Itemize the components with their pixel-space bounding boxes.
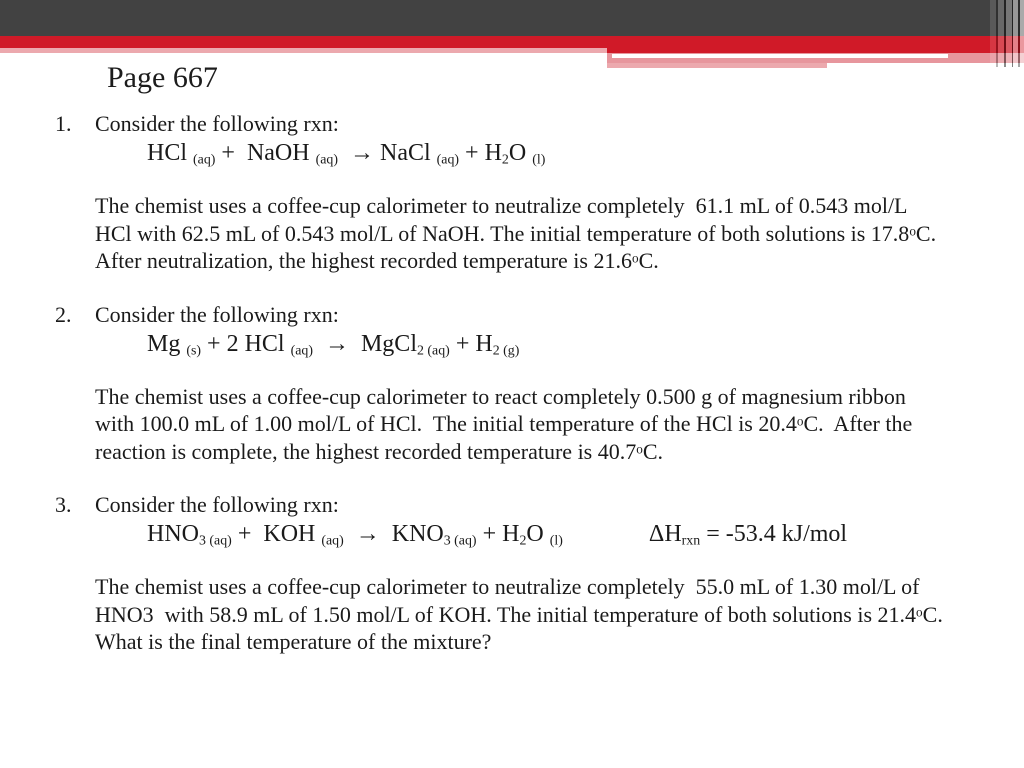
problem-item xyxy=(0,491,1024,656)
chemical-equation xyxy=(147,329,954,359)
subscript-text: 2 (g) xyxy=(492,342,520,358)
equation-text xyxy=(147,140,545,166)
header-dark-band xyxy=(0,0,1024,36)
subscript-text: (aq) xyxy=(315,152,338,168)
header-red-band xyxy=(0,36,1024,48)
item-heading: Consider the following rxn: xyxy=(95,492,339,517)
item-paragraph xyxy=(95,573,954,656)
superscript-text: o xyxy=(631,250,639,266)
text-segment: ΔH xyxy=(648,521,682,547)
subscript-text: (aq) xyxy=(436,152,460,168)
text-segment: → KNO xyxy=(343,521,444,547)
item-content xyxy=(95,301,954,466)
header-pink-strip-left xyxy=(0,48,607,53)
subscript-text: 3 (aq) xyxy=(443,533,477,549)
enthalpy-annotation xyxy=(649,521,847,547)
text-segment: Mg xyxy=(147,330,187,357)
text-segment: HNO xyxy=(147,521,199,547)
equation-text xyxy=(147,521,563,547)
item-number: 2. xyxy=(55,301,72,327)
text-segment: The chemist uses a coffee-cup calorimeter to neutralize completely 61.1 mL of 0.543 mol/L HCl with 62.5 mL of 0.543 mol/L of NaOH. The initial temperature of both solutions is 17.8 xyxy=(95,193,913,246)
item-content xyxy=(95,491,954,656)
text-segment: HCl xyxy=(147,140,194,166)
header-white-stripe xyxy=(612,54,948,58)
problem-item xyxy=(0,301,1024,466)
text-segment: O xyxy=(526,521,550,547)
subscript-text: (s) xyxy=(186,342,202,358)
subscript-text: 2 xyxy=(501,152,509,168)
superscript-text: o xyxy=(636,440,643,456)
text-segment: → NaCl xyxy=(337,140,437,166)
text-segment: The chemist uses a coffee-cup calorimeter to neutralize completely 55.0 mL of 1.30 mol/L of HNO3 with 58.9 mL of 1.50 mol/L of KOH. The initial temperature of both solutions is 21.4 xyxy=(95,574,926,627)
text-segment: + KOH xyxy=(231,521,322,547)
text-segment: C. After neutralization, the highest recorded temperature is 21.6 xyxy=(95,220,946,273)
text-segment: + H xyxy=(476,521,520,547)
subscript-text: 2 (aq) xyxy=(416,342,450,358)
text-segment: + 2 HCl xyxy=(201,330,291,357)
item-paragraph xyxy=(95,383,947,466)
superscript-text: o xyxy=(796,413,804,429)
subscript-text: 2 xyxy=(519,533,527,549)
superscript-text: o xyxy=(909,222,916,238)
subscript-text: rxn xyxy=(681,533,701,549)
header-pink-strip-lower xyxy=(607,63,827,68)
text-segment: O xyxy=(508,140,533,166)
chemical-equation xyxy=(147,138,954,168)
item-paragraph xyxy=(95,192,947,275)
text-segment: C. xyxy=(642,438,664,464)
text-segment: C. What is the final temperature of the mixture? xyxy=(95,601,954,654)
problem-list xyxy=(0,110,1024,682)
text-segment: C. After the reaction is complete, the highest recorded temperature is 40.7 xyxy=(95,411,918,464)
item-number: 1. xyxy=(55,111,72,136)
text-segment: C. xyxy=(638,248,659,273)
text-segment: + H xyxy=(449,330,493,357)
subscript-text: 3 (aq) xyxy=(199,533,232,549)
subscript-text: (aq) xyxy=(193,152,216,168)
equation-text xyxy=(147,331,519,357)
chemical-equation xyxy=(147,519,954,549)
subscript-text: (l) xyxy=(549,533,563,549)
text-segment: = -53.4 kJ/mol xyxy=(700,521,848,547)
subscript-text: (aq) xyxy=(321,533,344,549)
text-segment: + H xyxy=(459,140,502,166)
subscript-text: (aq) xyxy=(290,342,313,358)
item-content xyxy=(95,110,954,275)
superscript-text: o xyxy=(916,603,923,619)
text-segment: + NaOH xyxy=(215,140,316,166)
subscript-text: (l) xyxy=(532,152,546,168)
corner-pinstripes xyxy=(990,0,1024,67)
item-number: 3. xyxy=(55,492,72,517)
text-segment: The chemist uses a coffee-cup calorimeter to react completely 0.500 g of magnesium ribbon with 100.0 mL of 1.00 mol/L of HCl. The initial temperature of the HCl is 20.4 xyxy=(95,383,912,436)
text-segment: → MgCl xyxy=(312,330,417,357)
item-heading: Consider the following rxn: xyxy=(95,111,339,136)
item-heading: Consider the following rxn: xyxy=(95,301,339,327)
problem-item xyxy=(0,110,1024,275)
page-title: Page 667 xyxy=(107,61,218,94)
